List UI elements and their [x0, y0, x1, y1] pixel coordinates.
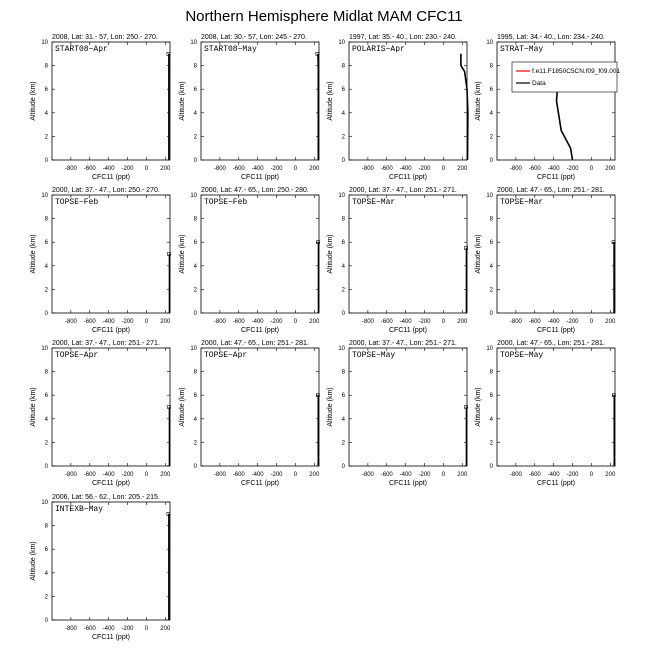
panel-1: [30, 34, 171, 181]
y-axis-label: Altitude (km): [30, 81, 37, 121]
y-tick-label: 10: [41, 500, 48, 506]
y-tick-label: 0: [193, 158, 197, 164]
x-tick-label: 0: [589, 472, 594, 478]
y-tick-label: 0: [44, 464, 48, 470]
y-tick-label: 2: [44, 287, 48, 294]
plot-frame: [349, 42, 467, 160]
plot-frame: [52, 195, 170, 313]
y-tick-label: 4: [44, 570, 48, 577]
plot-frame: [201, 42, 319, 160]
x-tick-label: -600: [83, 626, 96, 632]
panel-11: [327, 340, 468, 487]
y-tick-label: 4: [489, 263, 493, 270]
plot-frame: [201, 195, 319, 313]
y-tick-label: 0: [44, 311, 48, 317]
y-tick-label: 0: [489, 158, 493, 164]
y-tick-label: 6: [341, 240, 345, 247]
y-tick-label: 10: [41, 40, 48, 46]
panel-campaign-label: STRAT−May: [500, 45, 544, 54]
x-tick-label: -400: [102, 626, 115, 632]
y-tick-label: 4: [44, 416, 48, 423]
panel-campaign-label: TOPSE−Feb: [204, 198, 248, 207]
panel-5: [30, 187, 171, 334]
plot-frame: [497, 195, 615, 313]
main-title: Northern Hemisphere Midlat MAM CFC11: [185, 8, 463, 25]
panel-7: [327, 187, 468, 334]
y-tick-label: 2: [193, 440, 197, 447]
x-tick-label: -200: [566, 166, 579, 172]
x-tick-label: 0: [144, 319, 149, 325]
plot-frame: [52, 42, 170, 160]
y-tick-label: 0: [341, 158, 345, 164]
y-tick-label: 2: [489, 287, 493, 294]
x-axis-label: CFC11 (ppt): [537, 174, 575, 181]
x-tick-label: -800: [213, 472, 226, 478]
x-tick-label: -800: [64, 319, 77, 325]
x-tick-label: 0: [293, 472, 298, 478]
y-tick-label: 0: [193, 464, 197, 470]
x-tick-label: -600: [232, 319, 245, 325]
y-tick-label: 8: [193, 63, 197, 70]
y-tick-label: 10: [190, 40, 197, 46]
x-tick-label: -400: [102, 319, 115, 325]
x-tick-label: 200: [605, 319, 616, 325]
x-tick-label: -200: [418, 472, 431, 478]
y-tick-label: 8: [341, 216, 345, 223]
y-tick-label: 10: [338, 193, 345, 199]
panel-info: 2008, Lat: 31.- 57, Lon: 250.- 270.: [52, 34, 158, 41]
y-tick-label: 4: [341, 416, 345, 423]
x-axis-label: CFC11 (ppt): [92, 174, 130, 181]
x-tick-label: 0: [589, 166, 594, 172]
x-axis-label: CFC11 (ppt): [92, 327, 130, 334]
y-axis-label: Altitude (km): [179, 387, 186, 427]
x-tick-label: 0: [144, 472, 149, 478]
x-tick-label: -800: [213, 166, 226, 172]
y-tick-label: 10: [190, 346, 197, 352]
y-tick-label: 0: [489, 464, 493, 470]
x-tick-label: -600: [83, 319, 96, 325]
y-tick-label: 10: [41, 193, 48, 199]
y-tick-label: 8: [489, 369, 493, 376]
x-tick-label: -200: [121, 166, 134, 172]
y-tick-label: 2: [44, 134, 48, 141]
panel-info: 2000, Lat: 47.- 65., Lon: 251.- 281.: [497, 340, 605, 347]
x-tick-label: -600: [380, 166, 393, 172]
x-tick-label: -400: [547, 319, 560, 325]
y-tick-label: 0: [341, 311, 345, 317]
panel-campaign-label: START08−Apr: [55, 45, 108, 54]
panel-10: [179, 340, 320, 487]
x-tick-label: 0: [441, 319, 446, 325]
y-tick-label: 0: [193, 311, 197, 317]
x-tick-label: -800: [64, 472, 77, 478]
y-tick-label: 4: [193, 416, 197, 423]
plot-frame: [349, 348, 467, 466]
panel-campaign-label: TOPSE−Feb: [55, 198, 99, 207]
y-tick-label: 6: [193, 240, 197, 247]
y-axis-label: Altitude (km): [327, 234, 334, 274]
y-axis-label: Altitude (km): [475, 81, 482, 121]
y-tick-label: 6: [44, 393, 48, 400]
panel-info: 2000, Lat: 37.- 47., Lon: 251.- 271.: [349, 187, 457, 194]
x-tick-label: -400: [251, 472, 264, 478]
y-tick-label: 8: [489, 63, 493, 70]
panel-info: 2006, Lat: 56.- 62., Lon: 205.- 215.: [52, 494, 160, 501]
x-axis-label: CFC11 (ppt): [241, 174, 279, 181]
panel-campaign-label: TOPSE−Mar: [500, 198, 544, 207]
plot-frame: [52, 348, 170, 466]
x-tick-label: 200: [457, 319, 468, 325]
x-axis-label: CFC11 (ppt): [389, 174, 427, 181]
panel-8: [475, 187, 616, 334]
panel-13: [30, 494, 171, 641]
x-tick-label: 200: [160, 472, 171, 478]
x-tick-label: -600: [380, 472, 393, 478]
y-tick-label: 2: [341, 287, 345, 294]
y-axis-label: Altitude (km): [327, 81, 334, 121]
legend-box: [512, 62, 617, 92]
x-tick-label: -400: [251, 319, 264, 325]
y-tick-label: 6: [44, 87, 48, 94]
x-tick-label: 0: [293, 319, 298, 325]
x-tick-label: -600: [528, 319, 541, 325]
x-tick-label: -400: [102, 166, 115, 172]
panel-9: [30, 340, 171, 487]
y-tick-label: 10: [41, 346, 48, 352]
panel-6: [179, 187, 320, 334]
x-tick-label: -800: [361, 472, 374, 478]
y-tick-label: 2: [489, 134, 493, 141]
x-tick-label: -600: [83, 166, 96, 172]
y-tick-label: 2: [44, 594, 48, 601]
x-tick-label: 200: [160, 319, 171, 325]
x-tick-label: -200: [418, 319, 431, 325]
legend-model-label: f.e11.F1850C5CN.f09_f09.001: [532, 68, 621, 75]
x-tick-label: 200: [160, 166, 171, 172]
x-tick-label: 0: [441, 472, 446, 478]
panel-info: 2008, Lat: 30.- 57, Lon: 245.- 270.: [201, 34, 307, 41]
y-tick-label: 10: [486, 346, 493, 352]
plot-frame: [497, 348, 615, 466]
panel-campaign-label: TOPSE−May: [500, 351, 544, 360]
x-tick-label: -200: [121, 626, 134, 632]
x-tick-label: 200: [605, 472, 616, 478]
y-tick-label: 6: [193, 87, 197, 94]
x-tick-label: 0: [441, 166, 446, 172]
y-axis-label: Altitude (km): [30, 387, 37, 427]
y-tick-label: 4: [341, 263, 345, 270]
plot-frame: [52, 502, 170, 620]
panel-campaign-label: POLARIS−Apr: [352, 45, 405, 54]
y-tick-label: 8: [44, 523, 48, 530]
y-tick-label: 0: [489, 311, 493, 317]
y-tick-label: 10: [486, 193, 493, 199]
x-tick-label: -200: [121, 319, 134, 325]
y-tick-label: 10: [338, 346, 345, 352]
y-tick-label: 6: [489, 240, 493, 247]
y-tick-label: 8: [489, 216, 493, 223]
x-tick-label: 0: [144, 166, 149, 172]
y-tick-label: 8: [193, 369, 197, 376]
x-tick-label: -400: [547, 166, 560, 172]
x-axis-label: CFC11 (ppt): [537, 480, 575, 487]
x-tick-label: -400: [102, 472, 115, 478]
x-axis-label: CFC11 (ppt): [241, 327, 279, 334]
y-tick-label: 2: [44, 440, 48, 447]
y-tick-label: 0: [44, 618, 48, 624]
y-tick-label: 10: [190, 193, 197, 199]
panel-info: 2000, Lat: 47.- 65., Lon: 251.- 281.: [201, 340, 309, 347]
y-tick-label: 6: [341, 87, 345, 94]
x-tick-label: 0: [589, 319, 594, 325]
x-tick-label: -800: [509, 166, 522, 172]
x-tick-label: -800: [361, 319, 374, 325]
x-tick-label: -800: [64, 166, 77, 172]
panel-2: [179, 34, 320, 181]
x-tick-label: -200: [270, 319, 283, 325]
y-tick-label: 0: [44, 158, 48, 164]
y-tick-label: 6: [489, 87, 493, 94]
y-tick-label: 2: [341, 440, 345, 447]
y-axis-label: Altitude (km): [179, 234, 186, 274]
x-tick-label: -200: [121, 472, 134, 478]
y-tick-label: 2: [193, 287, 197, 294]
x-tick-label: -800: [213, 319, 226, 325]
panel-info: 2000, Lat: 37.- 47., Lon: 251.- 271.: [52, 340, 160, 347]
panel-info: 2000, Lat: 47.- 65., Lon: 250.- 280.: [201, 187, 309, 194]
x-tick-label: 200: [160, 626, 171, 632]
y-tick-label: 0: [341, 464, 345, 470]
y-tick-label: 6: [341, 393, 345, 400]
panel-3: [327, 34, 468, 181]
x-tick-label: -400: [399, 166, 412, 172]
x-tick-label: 0: [144, 626, 149, 632]
y-tick-label: 8: [193, 216, 197, 223]
y-tick-label: 2: [341, 134, 345, 141]
y-tick-label: 6: [44, 547, 48, 554]
x-axis-label: CFC11 (ppt): [537, 327, 575, 334]
x-axis-label: CFC11 (ppt): [389, 327, 427, 334]
panel-campaign-label: START08−May: [204, 45, 257, 54]
panel-campaign-label: INTEXB−May: [55, 505, 104, 514]
x-tick-label: 200: [457, 166, 468, 172]
panel-info: 1995, Lat: 34.- 40., Lon: 234.- 240.: [497, 34, 605, 41]
y-tick-label: 8: [44, 216, 48, 223]
x-tick-label: -200: [418, 166, 431, 172]
y-tick-label: 8: [341, 63, 345, 70]
x-tick-label: -800: [361, 166, 374, 172]
panel-campaign-label: TOPSE−May: [352, 351, 396, 360]
y-tick-label: 4: [489, 416, 493, 423]
x-tick-label: 200: [309, 472, 320, 478]
y-tick-label: 4: [44, 110, 48, 117]
x-tick-label: -600: [232, 166, 245, 172]
panel-campaign-label: TOPSE−Apr: [55, 351, 99, 360]
x-tick-label: 200: [309, 166, 320, 172]
x-tick-label: -400: [251, 166, 264, 172]
legend-data-label: Data: [532, 80, 546, 87]
x-tick-label: -400: [399, 472, 412, 478]
panel-campaign-label: TOPSE−Apr: [204, 351, 248, 360]
y-tick-label: 6: [44, 240, 48, 247]
y-axis-label: Altitude (km): [30, 541, 37, 581]
y-tick-label: 4: [193, 263, 197, 270]
panel-12: [475, 340, 616, 487]
y-tick-label: 2: [193, 134, 197, 141]
x-tick-label: -800: [509, 319, 522, 325]
x-tick-label: 200: [309, 319, 320, 325]
x-tick-label: -600: [528, 166, 541, 172]
y-tick-label: 2: [489, 440, 493, 447]
x-tick-label: -600: [232, 472, 245, 478]
x-tick-label: -200: [566, 472, 579, 478]
panel-4: [475, 34, 620, 181]
y-tick-label: 4: [341, 110, 345, 117]
panel-info: 2000, Lat: 47.- 65., Lon: 251.- 281.: [497, 187, 605, 194]
x-axis-label: CFC11 (ppt): [389, 480, 427, 487]
y-tick-label: 4: [193, 110, 197, 117]
y-tick-label: 10: [486, 40, 493, 46]
y-tick-label: 8: [341, 369, 345, 376]
y-axis-label: Altitude (km): [475, 234, 482, 274]
x-tick-label: -400: [547, 472, 560, 478]
y-axis-label: Altitude (km): [327, 387, 334, 427]
panel-campaign-label: TOPSE−Mar: [352, 198, 396, 207]
y-axis-label: Altitude (km): [179, 81, 186, 121]
x-tick-label: -200: [270, 472, 283, 478]
x-tick-label: -200: [270, 166, 283, 172]
panel-info: 2000, Lat: 37.- 47., Lon: 251.- 271.: [349, 340, 457, 347]
x-tick-label: -600: [528, 472, 541, 478]
panel-info: 1997, Lat: 35.- 40., Lon: 230.- 240.: [349, 34, 457, 41]
x-tick-label: -800: [64, 626, 77, 632]
x-tick-label: -200: [566, 319, 579, 325]
x-axis-label: CFC11 (ppt): [92, 634, 130, 641]
x-tick-label: 0: [293, 166, 298, 172]
plot-frame: [201, 348, 319, 466]
y-tick-label: 8: [44, 63, 48, 70]
y-tick-label: 6: [489, 393, 493, 400]
x-tick-label: -600: [83, 472, 96, 478]
y-tick-label: 6: [193, 393, 197, 400]
x-axis-label: CFC11 (ppt): [92, 480, 130, 487]
x-tick-label: -400: [399, 319, 412, 325]
y-tick-label: 10: [338, 40, 345, 46]
x-tick-label: 200: [605, 166, 616, 172]
x-tick-label: -800: [509, 472, 522, 478]
y-tick-label: 4: [489, 110, 493, 117]
y-tick-label: 8: [44, 369, 48, 376]
x-tick-label: 200: [457, 472, 468, 478]
panel-info: 2000, Lat: 37.- 47., Lon: 250.- 270.: [52, 187, 160, 194]
x-axis-label: CFC11 (ppt): [241, 480, 279, 487]
y-tick-label: 4: [44, 263, 48, 270]
y-axis-label: Altitude (km): [30, 234, 37, 274]
y-axis-label: Altitude (km): [475, 387, 482, 427]
x-tick-label: -600: [380, 319, 393, 325]
plot-frame: [349, 195, 467, 313]
